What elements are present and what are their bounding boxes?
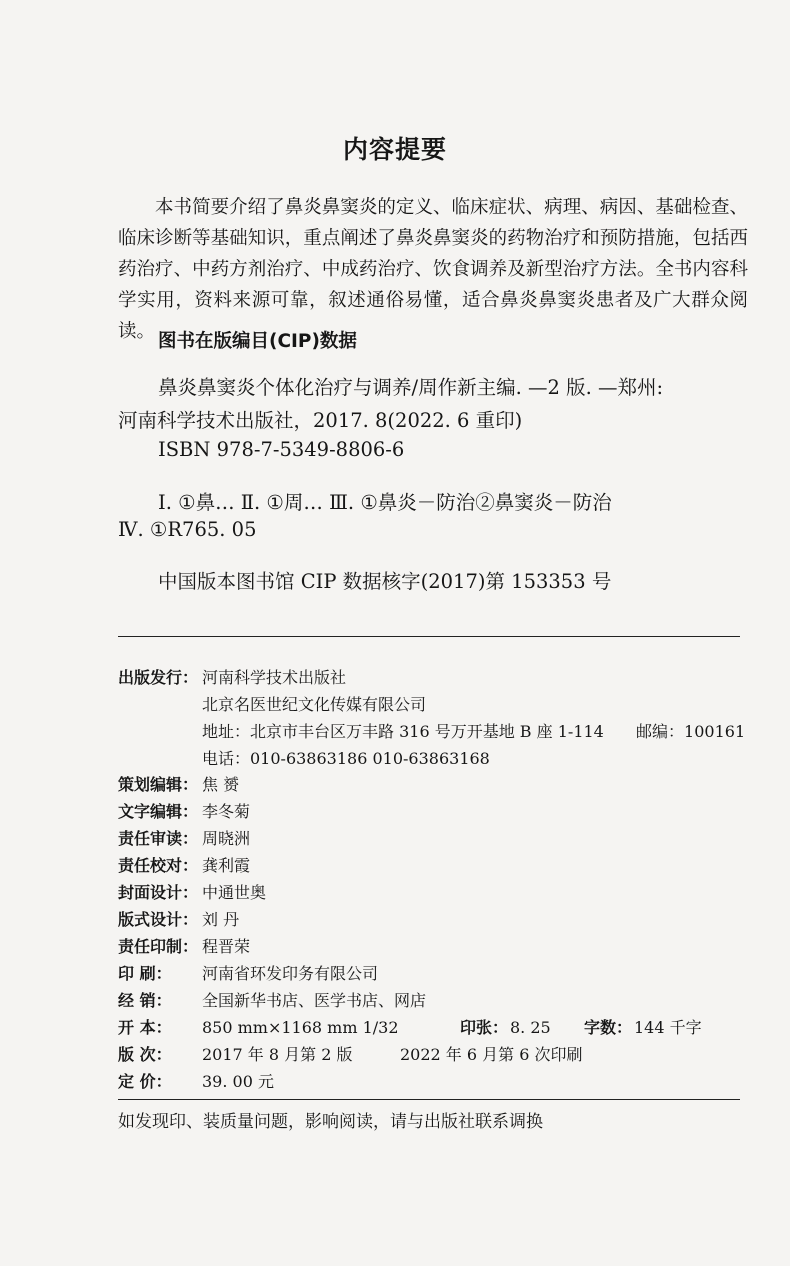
- page-title: 内容提要: [342, 135, 447, 164]
- layout-design-label: 版式设计：: [118, 910, 199, 929]
- divider-top: [118, 636, 740, 637]
- sheets-label: 印张：: [460, 1018, 509, 1037]
- price-label: 定 价：: [118, 1072, 172, 1091]
- format-label: 开 本：: [118, 1018, 172, 1037]
- text-editor-label: 文字编辑：: [118, 802, 199, 821]
- cover-design-value: 中通世奥: [202, 883, 267, 902]
- cip-classification-2: Ⅳ. ①R765. 05: [118, 518, 257, 541]
- address-row: [202, 720, 745, 744]
- proofreader-label: 责任校对：: [118, 856, 199, 875]
- edition-label: 版 次：: [118, 1045, 172, 1064]
- co-publisher: 北京名医世纪文化传媒有限公司: [202, 695, 427, 714]
- text-editor-value: 李冬菊: [202, 802, 251, 821]
- cip-verification-number: 中国版本图书馆 CIP 数据核字(2017)第 153353 号: [158, 570, 612, 593]
- summary-text: 本书简要介绍了鼻炎鼻窦炎的定义、临床症状、病理、病因、基础检查、临床诊断等基础知识，重点阐述了鼻炎鼻窦炎的药物治疗和预防措施，包括西药治疗、中药方剂治疗、中成药治疗、饮食调养及新型治疗方法。全书内容科学实用，资料来源可靠，叙述通俗易懂，适合鼻炎鼻窦炎患者及广大群众阅读。: [118, 197, 748, 342]
- format-value: 850 mm×1168 mm 1/32: [202, 1018, 399, 1037]
- edition-value: 2017 年 8 月第 2 版: [202, 1045, 353, 1064]
- printer-value: 河南省环发印务有限公司: [202, 964, 379, 983]
- cip-entry-line-1: 鼻炎鼻窦炎个体化治疗与调养/周作新主编. —2 版. —郑州:: [158, 376, 664, 399]
- layout-design-value: 刘 丹: [202, 910, 240, 929]
- cip-entry-line-2: 河南科学技术出版社，2017. 8(2022. 6 重印): [118, 409, 523, 432]
- cip-isbn: ISBN 978-7-5349-8806-6: [158, 438, 405, 461]
- wordcount-value: 144 千字: [634, 1018, 702, 1037]
- price-value: 39. 00 元: [202, 1072, 274, 1091]
- printer-label: 印 刷：: [118, 964, 172, 983]
- planning-editor-value: 焦 赟: [202, 775, 240, 794]
- distributor-value: 全国新华书店、医学书店、网店: [202, 991, 427, 1010]
- publisher-value: 河南科学技术出版社: [202, 668, 347, 687]
- address: 地址：北京市丰台区万丰路 316 号万开基地 B 座 1-114: [202, 722, 604, 741]
- print-supervisor-label: 责任印制：: [118, 937, 199, 956]
- postcode: 邮编：100161: [636, 722, 746, 741]
- cip-heading: 图书在版编目(CIP)数据: [158, 331, 357, 352]
- printing-value: 2022 年 6 月第 6 次印刷: [400, 1045, 583, 1064]
- summary-paragraph: [118, 192, 748, 347]
- cover-design-label: 封面设计：: [118, 883, 199, 902]
- print-supervisor-value: 程晋荣: [202, 937, 251, 956]
- wordcount-label: 字数：: [584, 1018, 633, 1037]
- cip-classification-1: Ⅰ. ①鼻… Ⅱ. ①周… Ⅲ. ①鼻炎－防治②鼻窦炎－防治: [158, 491, 612, 514]
- reviewer-label: 责任审读：: [118, 829, 199, 848]
- publisher-label: 出版发行：: [118, 668, 199, 687]
- phone: 电话：010-63863186 010-63863168: [202, 749, 490, 768]
- divider-bottom: [118, 1099, 740, 1100]
- reviewer-value: 周晓洲: [202, 829, 251, 848]
- planning-editor-label: 策划编辑：: [118, 775, 199, 794]
- proofreader-value: 龚利霞: [202, 856, 251, 875]
- footer-note: 如发现印、装质量问题，影响阅读，请与出版社联系调换: [118, 1112, 543, 1132]
- distributor-label: 经 销：: [118, 991, 172, 1010]
- sheets-value: 8. 25: [510, 1018, 551, 1037]
